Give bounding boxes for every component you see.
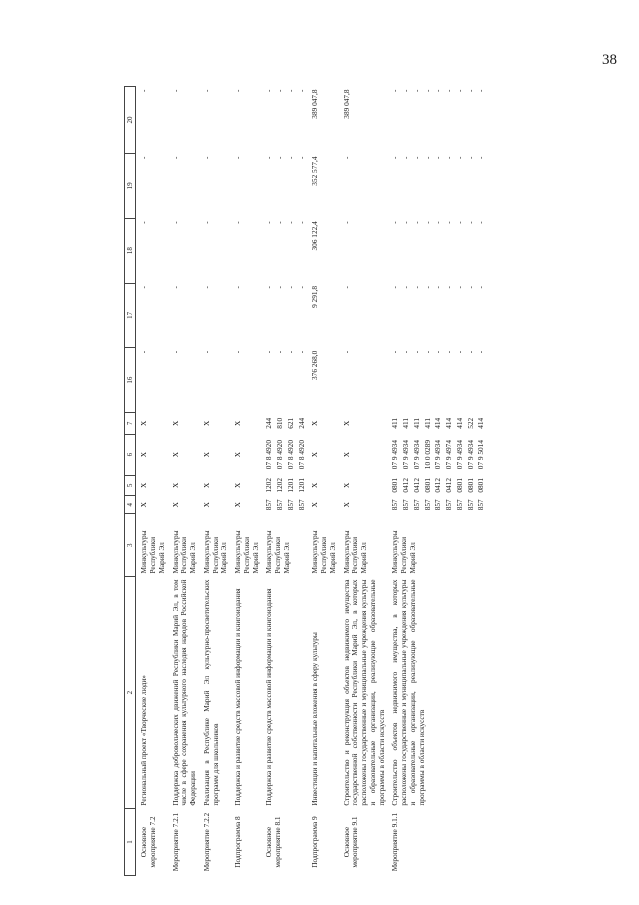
- table-cell-6: 07 8 4920: [275, 440, 285, 470]
- table-cell-16: -: [285, 350, 295, 354]
- table-cell-18: -: [275, 221, 285, 224]
- header-cell: 19: [125, 154, 136, 219]
- header-cell: 1: [125, 809, 136, 876]
- table-cell-4: 857: [390, 499, 400, 511]
- table-cell-4: X: [201, 502, 211, 508]
- table-cell-20: -: [454, 89, 464, 92]
- table-cell-5: 0412: [444, 478, 454, 493]
- table-cell-6: 07 8 4920: [296, 440, 306, 470]
- row-name-cell: Основное мероприятие 8.1: [264, 816, 283, 868]
- table-cell-18: -: [264, 221, 274, 224]
- table-cell-20: -: [476, 89, 486, 92]
- table-cell-6: 07 9 4934: [401, 440, 411, 470]
- table-cell-20: -: [170, 89, 180, 92]
- row-responsible-cell: Минкультуры Республики Марий Эл: [390, 530, 417, 574]
- table-cell-5: 1201: [296, 478, 306, 493]
- row-responsible-cell: Минкультуры Республики Марий Эл: [310, 530, 337, 574]
- row-description-cell: Инвестиции и капитальные вложения в сферу культуры: [310, 632, 320, 806]
- header-cell: 2: [125, 577, 136, 809]
- row-name-cell: Мероприятие 7.2.2: [201, 812, 211, 872]
- table-cell-16: -: [264, 350, 274, 354]
- table-cell-6: 07 8 4920: [285, 440, 295, 470]
- row-description-cell: Строительство объектов недвижимого имущества, в которых расположены государственные и муниципальные учреждения культуры и образовательные организации, реализующие образовательные программы в области искусств: [390, 579, 426, 806]
- table-cell-6: X: [310, 451, 320, 458]
- table-cell-5: 1202: [275, 478, 285, 493]
- table-cell-17: -: [444, 286, 454, 289]
- table-cell-5: X: [170, 482, 180, 488]
- table-cell-16: -: [201, 350, 211, 354]
- table-cell-6: 10 0 0289: [422, 440, 432, 470]
- table-cell-5: 1201: [285, 478, 295, 493]
- row-description-cell: Региональный проект «Творческие люди»: [139, 675, 149, 806]
- table-cell-19: -: [476, 156, 486, 159]
- table-cell-6: X: [341, 451, 351, 458]
- table-cell-7: 411: [411, 417, 421, 429]
- table-cell-17: -: [264, 286, 274, 289]
- table-cell-7: 414: [444, 417, 454, 429]
- table-row: [261, 87, 275, 876]
- table-cell-7: 411: [401, 417, 411, 429]
- header-cell: 5: [125, 475, 136, 496]
- table-cell-16: -: [296, 350, 306, 354]
- table-cell-17: -: [454, 286, 464, 289]
- table-cell-17: -: [341, 286, 351, 289]
- table-cell-20: -: [390, 89, 400, 92]
- page-number: 38: [602, 52, 617, 68]
- table-cell-19: -: [422, 156, 432, 159]
- table-cell-4: 857: [444, 499, 454, 511]
- header-cell: 4: [125, 496, 136, 514]
- table-cell-4: 857: [275, 499, 285, 511]
- table-cell-6: 07 9 4934: [454, 440, 464, 470]
- table-cell-4: 857: [422, 499, 432, 511]
- table-cell-6: X: [233, 451, 243, 458]
- table-cell-17: -: [476, 286, 486, 289]
- table-cell-19: -: [454, 156, 464, 159]
- table-cell-5: 0801: [454, 478, 464, 493]
- table-cell-5: X: [201, 482, 211, 488]
- table-row: [387, 87, 401, 876]
- table-cell-20: -: [275, 89, 285, 92]
- table-cell-20: -: [465, 89, 475, 92]
- table-cell-20: -: [201, 89, 211, 92]
- row-name-cell: Подпрограмма 8: [233, 816, 243, 868]
- table-cell-19: -: [444, 156, 454, 159]
- table-cell-4: X: [233, 502, 243, 508]
- table-cell-5: 0801: [390, 478, 400, 493]
- table-cell-6: 07 9 4974: [444, 440, 454, 470]
- table-cell-5: X: [139, 482, 149, 488]
- table-cell-16: -: [170, 350, 180, 354]
- table-cell-17: -: [139, 286, 149, 289]
- table-cell-4: X: [310, 502, 320, 508]
- table-cell-5: 0801: [422, 478, 432, 493]
- table-cell-17: 9 291,8: [310, 286, 320, 308]
- table-cell-4: 857: [433, 499, 443, 511]
- table-cell-19: -: [201, 156, 211, 159]
- table-row: [136, 87, 168, 876]
- row-name-cell: Основное мероприятие 7.2: [139, 816, 158, 868]
- table-cell-4: 857: [465, 499, 475, 511]
- table-cell-7: X: [341, 420, 351, 426]
- row-name-cell: Основное мероприятие 9.1: [341, 816, 360, 868]
- table-cell-17: -: [296, 286, 306, 289]
- row-name-cell: Подпрограмма 9: [310, 816, 320, 868]
- table-cell-20: -: [233, 89, 243, 92]
- table-row: [339, 87, 388, 876]
- table-cell-16: -: [233, 350, 243, 354]
- table-row: [168, 87, 199, 876]
- table-cell-18: -: [411, 221, 421, 224]
- table-cell-19: -: [401, 156, 411, 159]
- table-cell-18: -: [285, 221, 295, 224]
- table-cell-7: X: [310, 420, 320, 426]
- table-row: [230, 87, 261, 876]
- table-cell-19: -: [275, 156, 285, 159]
- table-cell-7: 411: [390, 417, 400, 429]
- header-cell: 17: [125, 283, 136, 348]
- table-cell-18: -: [233, 221, 243, 224]
- table-cell-18: 306 122,4: [310, 221, 320, 251]
- table-cell-18: -: [454, 221, 464, 224]
- table-cell-20: 389 047,8: [310, 89, 320, 119]
- table-cell-18: -: [201, 221, 211, 224]
- table-cell-6: 07 9 5014: [476, 440, 486, 470]
- table-cell-20: -: [422, 89, 432, 92]
- table-cell-7: 414: [433, 417, 443, 429]
- table-cell-17: -: [201, 286, 211, 289]
- table-cell-5: 0412: [433, 478, 443, 493]
- table-cell-19: -: [170, 156, 180, 159]
- row-description-cell: Поддержка и развитие средств массовой информации и книгоиздания: [233, 588, 243, 806]
- table-cell-19: -: [390, 156, 400, 159]
- table-cell-5: X: [341, 482, 351, 488]
- row-responsible-cell: Минкультуры Республики Марий Эл: [264, 530, 291, 574]
- header-cell: 6: [125, 434, 136, 475]
- table-cell-16: -: [275, 350, 285, 354]
- table-cell-5: X: [310, 482, 320, 488]
- table-cell-17: -: [233, 286, 243, 289]
- table-cell-6: 07 9 4934: [465, 440, 475, 470]
- table-cell-18: -: [476, 221, 486, 224]
- row-description-cell: Поддержка и развитие средств массовой информации и книгоиздания: [264, 588, 274, 806]
- table-cell-6: X: [201, 451, 211, 458]
- header-cell: 7: [125, 413, 136, 435]
- table-cell-6: 07 8 4920: [264, 440, 274, 470]
- table-cell-6: 07 9 4934: [433, 440, 443, 470]
- table-cell-4: 857: [401, 499, 411, 511]
- budget-table: [124, 86, 487, 876]
- table-cell-16: -: [411, 350, 421, 354]
- table-cell-6: 07 9 4934: [411, 440, 421, 470]
- rotated-table-container: [124, 86, 634, 876]
- table-cell-18: -: [296, 221, 306, 224]
- table-cell-17: -: [390, 286, 400, 289]
- table-row: [199, 87, 230, 876]
- table-cell-17: -: [411, 286, 421, 289]
- table-cell-16: -: [390, 350, 400, 354]
- table-cell-4: 857: [296, 499, 306, 511]
- table-cell-5: 0801: [476, 478, 486, 493]
- table-cell-18: -: [139, 221, 149, 224]
- table-cell-16: -: [401, 350, 411, 354]
- table-cell-5: X: [233, 482, 243, 488]
- table-cell-17: -: [433, 286, 443, 289]
- table-cell-17: -: [285, 286, 295, 289]
- table-cell-16: -: [341, 350, 351, 354]
- table-cell-17: -: [401, 286, 411, 289]
- table-cell-18: -: [341, 221, 351, 224]
- row-name-cell: Мероприятие 9.1.1: [390, 812, 400, 872]
- table-cell-19: -: [285, 156, 295, 159]
- table-cell-19: -: [264, 156, 274, 159]
- row-description-cell: Поддержка добровольческих движений Республики Марий Эл, в том числе в сфере сохранения культурного наследия народов Российской Федерации: [170, 579, 198, 806]
- table-cell-16: 376 268,0: [310, 350, 320, 380]
- table-cell-19: -: [296, 156, 306, 159]
- table-cell-4: X: [170, 502, 180, 508]
- table-cell-16: -: [422, 350, 432, 354]
- table-cell-7: 522: [465, 417, 475, 429]
- table-cell-20: -: [285, 89, 295, 92]
- table-cell-19: -: [465, 156, 475, 159]
- row-responsible-cell: Минкультуры Республики Марий Эл: [170, 530, 198, 574]
- row-responsible-cell: Минкультуры Республики Марий Эл: [139, 530, 166, 574]
- table-cell-5: 0412: [401, 478, 411, 493]
- table-cell-16: -: [444, 350, 454, 354]
- table-cell-4: X: [139, 502, 149, 508]
- table-cell-7: 244: [264, 417, 274, 429]
- table-cell-7: X: [233, 420, 243, 426]
- table-cell-19: -: [341, 156, 351, 159]
- table-cell-19: -: [433, 156, 443, 159]
- table-cell-6: X: [170, 451, 180, 458]
- table-body: [136, 87, 487, 876]
- table-cell-20: -: [264, 89, 274, 92]
- table-cell-16: -: [454, 350, 464, 354]
- table-cell-7: 621: [285, 417, 295, 429]
- row-description-cell: Строительство и реконструкция объектов недвижимого имущества государственной собственности Республики Марий Эл, в которых расположены государственные и муниципальные учреждения культуры и образовательные организации, реализующие образовательные программы в области искусств: [341, 579, 386, 806]
- table-cell-7: 810: [275, 417, 285, 429]
- table-cell-16: -: [465, 350, 475, 354]
- table-cell-18: -: [444, 221, 454, 224]
- table-cell-16: -: [476, 350, 486, 354]
- table-cell-7: X: [170, 420, 180, 426]
- table-cell-5: 1202: [264, 478, 274, 493]
- table-cell-16: -: [433, 350, 443, 354]
- table-cell-7: 414: [476, 417, 486, 429]
- table-cell-4: 857: [264, 499, 274, 511]
- table-cell-18: -: [401, 221, 411, 224]
- table-cell-4: 857: [476, 499, 486, 511]
- table-cell-20: -: [296, 89, 306, 92]
- table-cell-17: -: [275, 286, 285, 289]
- table-cell-20: -: [139, 89, 149, 92]
- table-header-row: [125, 87, 136, 876]
- table-cell-19: -: [233, 156, 243, 159]
- table-cell-4: X: [341, 502, 351, 508]
- table-cell-17: -: [422, 286, 432, 289]
- table-cell-7: 411: [422, 417, 432, 429]
- table-cell-20: -: [401, 89, 411, 92]
- table-cell-6: 07 9 4934: [390, 440, 400, 470]
- table-cell-18: -: [422, 221, 432, 224]
- table-cell-6: X: [139, 451, 149, 458]
- table-cell-4: 857: [454, 499, 464, 511]
- row-responsible-cell: Минкультуры Республики Марий Эл: [201, 530, 229, 574]
- table-cell-7: 414: [454, 417, 464, 429]
- table-cell-19: -: [411, 156, 421, 159]
- table-cell-7: X: [139, 420, 149, 426]
- table-cell-19: -: [139, 156, 149, 159]
- table-row: [307, 87, 338, 876]
- table-cell-20: -: [433, 89, 443, 92]
- table-cell-20: 389 047,8: [341, 89, 351, 119]
- table-cell-4: 857: [285, 499, 295, 511]
- table-cell-17: -: [170, 286, 180, 289]
- header-cell: 16: [125, 348, 136, 413]
- table-cell-18: -: [170, 221, 180, 224]
- table-cell-18: -: [390, 221, 400, 224]
- table-cell-7: 244: [296, 417, 306, 429]
- table-cell-17: -: [465, 286, 475, 289]
- table-cell-4: 857: [411, 499, 421, 511]
- table-cell-20: -: [411, 89, 421, 92]
- table-cell-5: 0801: [465, 478, 475, 493]
- table-cell-5: 0412: [411, 478, 421, 493]
- header-cell: 3: [125, 514, 136, 577]
- table-cell-20: -: [444, 89, 454, 92]
- row-description-cell: Реализация в Республике Марий Эл культурно-просветительских программ для школьников: [201, 579, 220, 806]
- table-cell-18: -: [433, 221, 443, 224]
- header-cell: 18: [125, 218, 136, 283]
- table-cell-18: -: [465, 221, 475, 224]
- row-name-cell: Мероприятие 7.2.1: [170, 812, 180, 872]
- table-cell-16: -: [139, 350, 149, 354]
- row-responsible-cell: Минкультуры Республики Марий Эл: [233, 530, 260, 574]
- row-responsible-cell: Минкультуры Республики Марий Эл: [341, 530, 369, 574]
- table-cell-7: X: [201, 420, 211, 426]
- table-cell-19: 352 577,4: [310, 156, 320, 186]
- header-cell: 20: [125, 87, 136, 154]
